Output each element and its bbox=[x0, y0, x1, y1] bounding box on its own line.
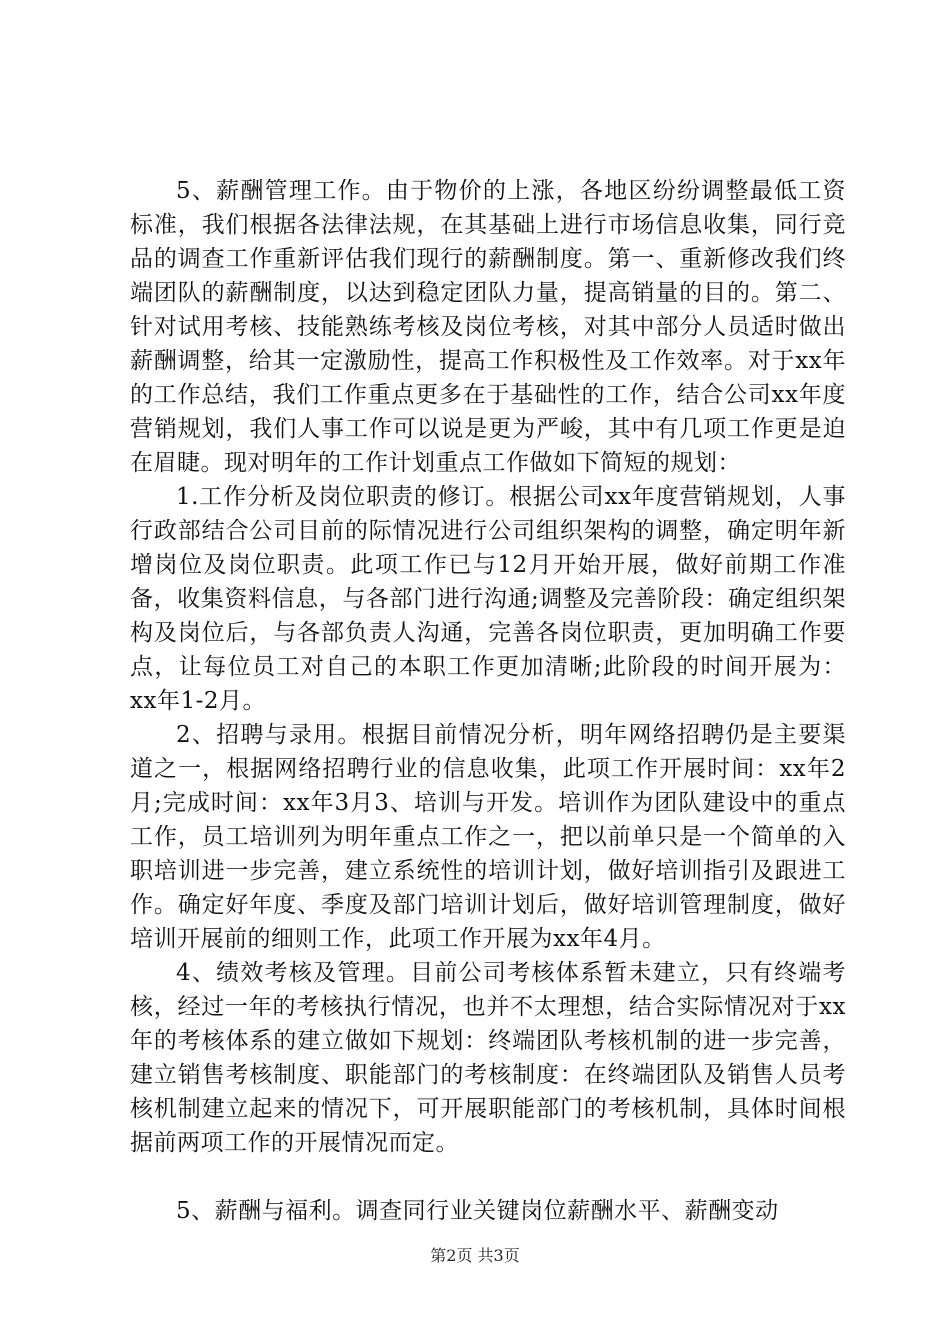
paragraph-recruitment-training: 2、招聘与录用。根据目前情况分析，明年网络招聘仍是主要渠道之一，根据网络招聘行业的信息收集，此项工作开展时间：xx年2月;完成时间：xx年3月3、培训与开发。培训作为团队建设中的重点工作，员工培训列为明年重点工作之一，把以前单只是一个简单的入职培训进一步完善，建立系统性的培训计划，做好培训指引及跟进工作。确定好年度、季度及部门培训计划后，做好培训管理制度，做好培训开展前的细则工作，此项工作开展为xx年4月。 bbox=[130, 722, 846, 952]
paragraph-salary-management: 5、薪酬管理工作。由于物价的上涨，各地区纷纷调整最低工资标准，我们根据各法律法规，在其基础上进行市场信息收集，同行竞品的调查工作重新评估我们现行的薪酬制度。第一、重新修改我们终端团队的薪酬制度，以达到稳定团队力量，提高销量的目的。第二、针对试用考核、技能熟练考核及岗位考核，对其中部分人员适时做出薪酬调整，给其一定激励性，提高工作积极性及工作效率。对于xx年的工作总结，我们工作重点更多在于基础性的工作，结合公司xx年度营销规划，我们人事工作可以说是更为严峻，其中有几项工作更是迫在眉睫。现对明年的工作计划重点工作做如下简短的规划： bbox=[130, 178, 846, 476]
document-body bbox=[130, 174, 846, 1228]
paragraph-job-analysis: 1.工作分析及岗位职责的修订。根据公司xx年度营销规划，人事行政部结合公司目前的际情况进行公司组织架构的调整，确定明年新增岗位及岗位职责。此项工作已与12月开始开展，做好前期工作准备，收集资料信息，与各部门进行沟通;调整及完善阶段：确定组织架构及岗位后，与各部负责人沟通，完善各岗位职责，更加明确工作要点，让每位员工对自己的本职工作更加清晰;此阶段的时间开展为：xx年1-2月。 bbox=[130, 484, 846, 714]
paragraph-performance-review: 4、绩效考核及管理。目前公司考核体系暂未建立，只有终端考核，经过一年的考核执行情况，也并不太理想，结合实际情况对于xx年的考核体系的建立做如下规划：终端团队考核机制的进一步完善，建立销售考核制度、职能部门的考核制度：在终端团队及销售人员考核机制建立起来的情况下，可开展职能部门的考核机制，具体时间根据前两项工作的开展情况而定。 bbox=[130, 960, 846, 1156]
paragraph-salary-benefits: 5、薪酬与福利。调查同行业关键岗位薪酬水平、薪酬变动 bbox=[176, 1198, 779, 1224]
page-number-footer: 第2页 共3页 bbox=[430, 1246, 520, 1265]
